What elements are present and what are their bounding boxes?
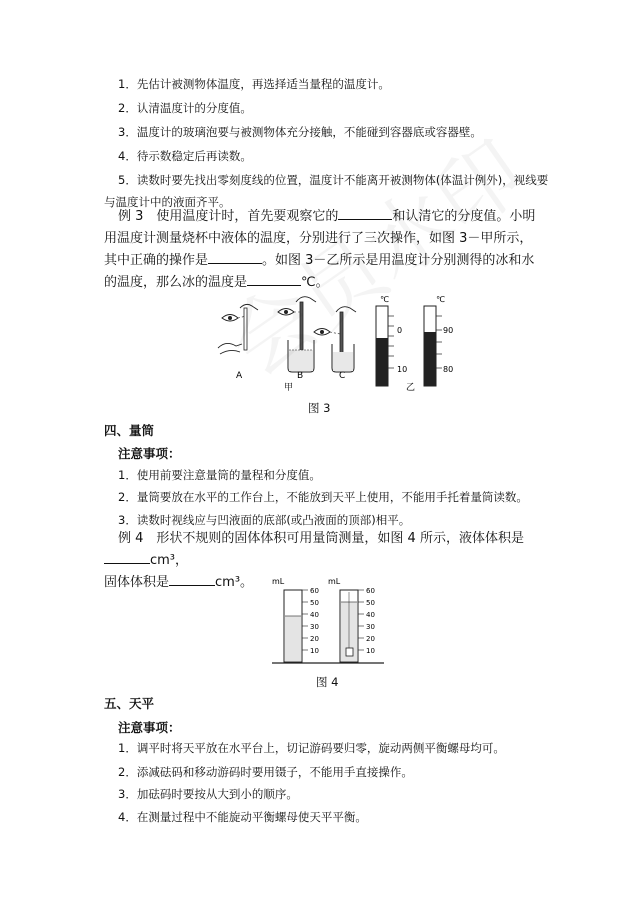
section-4-sub: 注意事项： bbox=[118, 446, 181, 461]
balance-note-3: 3．加砝码时要按从大到小的顺序。 bbox=[118, 787, 298, 801]
thermometer-note-2: 2．认清温度计的分度值。 bbox=[118, 101, 252, 115]
unit-ml-1: mL bbox=[272, 577, 285, 586]
blank-5[interactable] bbox=[169, 573, 215, 586]
blank-4[interactable] bbox=[104, 551, 150, 564]
figure-4 bbox=[268, 576, 388, 668]
balance-note-4: 4．在测量过程中不能旋动平衡螺母使天平平衡。 bbox=[118, 810, 367, 824]
figure4-cylinder-1 bbox=[272, 577, 319, 662]
thermometer-note-5-cont: 与温度计中的液面齐平。 bbox=[104, 195, 231, 209]
tick-1-20: 20 bbox=[310, 635, 319, 643]
unit-ml-2: mL bbox=[328, 577, 341, 586]
label-jia: 甲 bbox=[284, 383, 294, 392]
figure-4-caption: 图 4 bbox=[316, 675, 339, 689]
section-4-heading: 四、量筒 bbox=[104, 423, 155, 438]
unit-celsius-2: ℃ bbox=[436, 295, 445, 304]
tick-2-50: 50 bbox=[366, 599, 375, 607]
tick-1-30: 30 bbox=[310, 623, 319, 631]
thermometer-note-5: 5．读数时要先找出零刻度线的位置，温度计不能离开被测物体(体温计例外)，视线要 bbox=[118, 173, 549, 187]
balance-note-1: 1．调平时将天平放在水平台上，切记游码要归零，旋动两侧平衡螺母均可。 bbox=[118, 741, 505, 755]
example-4: 例 4 形状不规则的固体体积可用量筒测量，如图 4 所示，液体体积是cm³， 固体体积是 cm³。 bbox=[104, 531, 524, 590]
label-b: B bbox=[297, 371, 304, 381]
cylinder-note-1: 1．使用前要注意量筒的量程和分度值。 bbox=[118, 468, 321, 482]
cylinder-note-2: 2．量筒要放在水平的工作台上，不能放到天平上使用，不能用手托着量筒读数。 bbox=[118, 490, 528, 504]
tick-2-20: 20 bbox=[366, 635, 375, 643]
section-5-heading: 五、天平 bbox=[104, 696, 155, 711]
figure4-cylinder-2 bbox=[328, 577, 375, 662]
example-3: 例 3 使用温度计时，首先要观察它的 和认清它的分度值。小明用温度计测量烧杯中液体的温度，分别进行了三次操作，如图 3－甲所示，其中正确的操作是 。如图 3－乙所示是用温度计分别测得的冰和水的温度，那么冰的温度是 ℃。 bbox=[104, 209, 536, 290]
tick-ice-10: 10 bbox=[397, 365, 408, 374]
tick-ice-0: 0 bbox=[397, 326, 403, 335]
tick-1-40: 40 bbox=[310, 611, 319, 619]
section-5-sub: 注意事项： bbox=[118, 720, 181, 735]
thermometer-note-3: 3．温度计的玻璃泡要与被测物体充分接触，不能碰到容器底或容器壁。 bbox=[118, 125, 482, 139]
tick-2-60: 60 bbox=[366, 587, 375, 595]
thermometer-note-4: 4．待示数稳定后再读数。 bbox=[118, 149, 252, 163]
balance-note-2: 2．添减砝码和移动游码时要用镊子，不能用手直接操作。 bbox=[118, 765, 413, 779]
tick-water-80: 80 bbox=[443, 365, 454, 374]
tick-1-10: 10 bbox=[310, 647, 319, 655]
label-a: A bbox=[236, 371, 243, 381]
unit-celsius-1: ℃ bbox=[380, 295, 389, 304]
tick-1-50: 50 bbox=[310, 599, 319, 607]
figure3-thermometer-water bbox=[406, 295, 453, 392]
tick-2-10: 10 bbox=[366, 647, 375, 655]
figure-3-caption: 图 3 bbox=[308, 401, 331, 415]
label-c: C bbox=[339, 371, 346, 381]
label-yi: 乙 bbox=[406, 383, 416, 392]
cylinder-note-3: 3．读数时视线应与凹液面的底部(或凸液面的顶部)相平。 bbox=[118, 513, 411, 527]
tick-2-30: 30 bbox=[366, 623, 375, 631]
tick-2-40: 40 bbox=[366, 611, 375, 619]
tick-water-90: 90 bbox=[443, 326, 454, 335]
thermometer-note-1: 1．先估计被测物体温度，再选择适当量程的温度计。 bbox=[118, 77, 390, 91]
tick-1-60: 60 bbox=[310, 587, 319, 595]
